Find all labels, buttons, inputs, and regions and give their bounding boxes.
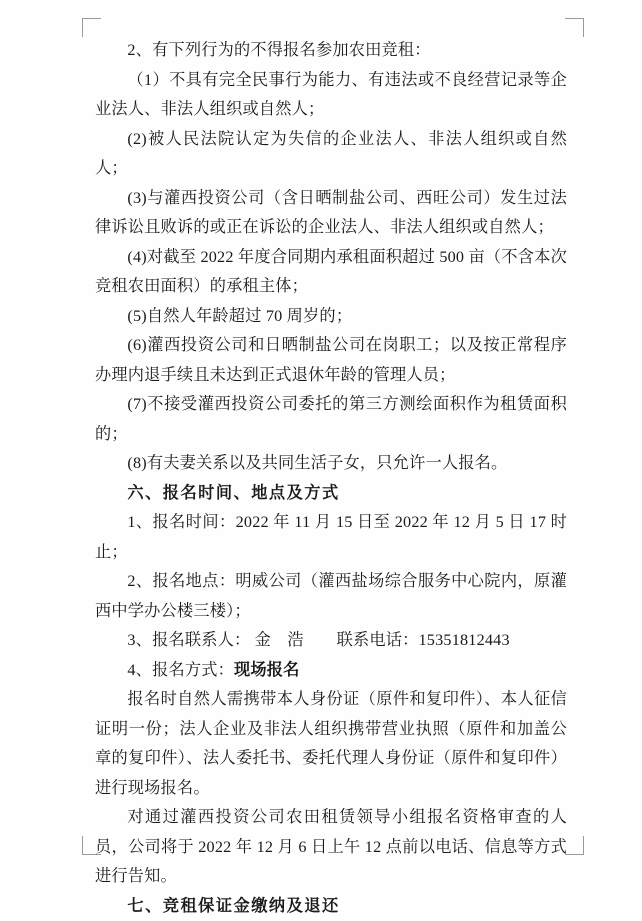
- paragraph-sub-1: （1）不具有完全民事行为能力、有违法或不良经营记录等企业法人、非法人组织或自然人；: [95, 66, 567, 125]
- paragraph-registration-time: 1、报名时间：2022 年 11 月 15 日至 2022 年 12 月 5 日 17 时止；: [95, 508, 567, 567]
- paragraph-sub-3: (3)与灌西投资公司（含日晒制盐公司、西旺公司）发生过法律诉讼且败诉的或正在诉讼的企业法人、非法人组织或自然人；: [95, 184, 567, 243]
- paragraph-sub-6: (6)灌西投资公司和日晒制盐公司在岗职工；以及按正常程序办理内退手续且未达到正式退休年龄的管理人员；: [95, 331, 567, 390]
- registration-method-label: 4、报名方式：: [127, 661, 234, 679]
- paragraph-sub-4: (4)对截至 2022 年度合同期内承租面积超过 500 亩（不含本次竞租农田面积）的承租主体；: [95, 243, 567, 302]
- paragraph-sub-7: (7)不接受灌西投资公司委托的第三方测绘面积作为租赁面积的；: [95, 390, 567, 449]
- paragraph-required-materials: 报名时自然人需携带本人身份证（原件和复印件）、本人征信证明一份；法人企业及非法人组织携带营业执照（原件和加盖公章的复印件）、法人委托书、委托代理人身份证（原件和复印件）进行现场报名。: [95, 685, 567, 803]
- paragraph-sub-2: (2)被人民法院认定为失信的企业法人、非法人组织或自然人；: [95, 125, 567, 184]
- registration-method-value: 现场报名: [234, 661, 300, 679]
- crop-mark-bottom-right: [565, 836, 584, 855]
- paragraph-registration-place: 2、报名地点：明威公司（灌西盐场综合服务中心院内，原灌西中学办公楼三楼）；: [95, 567, 567, 626]
- paragraph-notification: 对通过灌西投资公司农田租赁领导小组报名资格审查的人员，公司将于 2022 年 12 月 6 日上午 12 点前以电话、信息等方式进行告知。: [95, 803, 567, 892]
- crop-mark-top-right: [565, 18, 584, 37]
- heading-section-seven: 七、竞租保证金缴纳及退还: [95, 892, 567, 921]
- paragraph-registration-method: [95, 656, 567, 686]
- document-body: [95, 36, 567, 921]
- paragraph-registration-contact: 3、报名联系人： 金 浩 联系电话：15351812443: [95, 626, 567, 656]
- heading-section-six: 六、报名时间、地点及方式: [95, 479, 567, 509]
- paragraph-item-2: 2、有下列行为的不得报名参加农田竞租：: [95, 36, 567, 66]
- crop-mark-top-left: [82, 18, 101, 37]
- paragraph-sub-8: (8)有夫妻关系以及共同生活子女，只允许一人报名。: [95, 449, 567, 479]
- paragraph-sub-5: (5)自然人年龄超过 70 周岁的；: [95, 302, 567, 332]
